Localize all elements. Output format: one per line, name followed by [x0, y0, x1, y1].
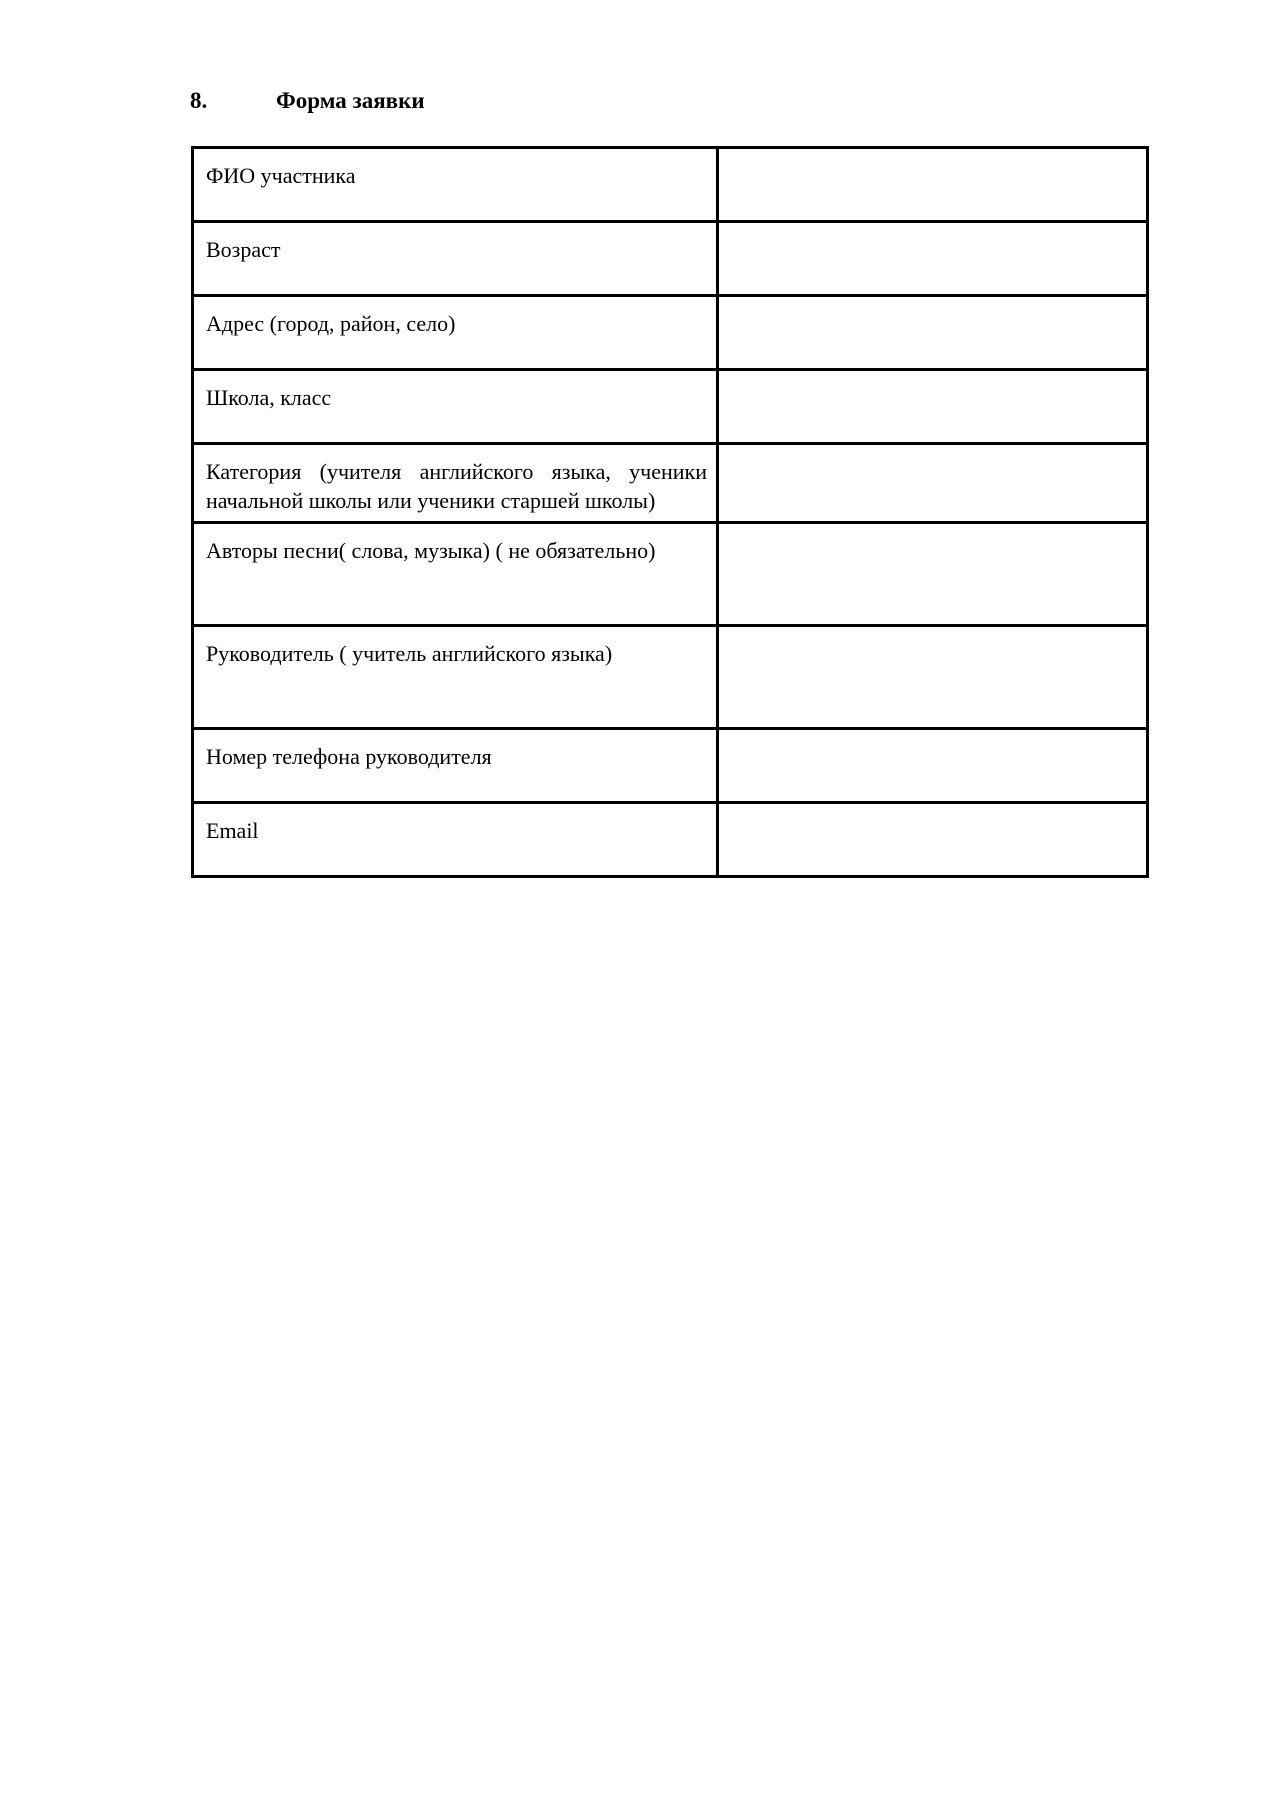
form-row-address	[193, 296, 1148, 370]
field-value[interactable]	[719, 627, 1146, 727]
address-field[interactable]	[718, 296, 1148, 370]
participant-name-field[interactable]	[718, 148, 1148, 222]
field-value[interactable]	[719, 149, 1146, 220]
form-row-participant-name	[193, 148, 1148, 222]
supervisor-field[interactable]	[718, 626, 1148, 729]
field-value[interactable]	[719, 730, 1146, 801]
school-class-field[interactable]	[718, 370, 1148, 444]
section-heading	[190, 88, 425, 114]
field-value[interactable]	[719, 804, 1146, 875]
age-field[interactable]	[718, 222, 1148, 296]
form-row-song-authors	[193, 523, 1148, 626]
form-row-school-class	[193, 370, 1148, 444]
form-label: Номер телефона руководителя	[193, 729, 718, 803]
email-field[interactable]	[718, 803, 1148, 877]
form-label: Возраст	[193, 222, 718, 296]
form-row-age	[193, 222, 1148, 296]
field-value[interactable]	[719, 297, 1146, 368]
field-value[interactable]	[719, 371, 1146, 442]
form-label: Категория (учителя английского языка, ученики начальной школы или ученики старшей школы)	[193, 444, 718, 523]
form-label: ФИО участника	[193, 148, 718, 222]
form-label: Email	[193, 803, 718, 877]
form-row-supervisor-phone	[193, 729, 1148, 803]
category-field[interactable]	[718, 444, 1148, 523]
field-value[interactable]	[719, 223, 1146, 294]
supervisor-phone-field[interactable]	[718, 729, 1148, 803]
form-row-supervisor	[193, 626, 1148, 729]
section-title: Форма заявки	[276, 88, 425, 113]
form-row-email	[193, 803, 1148, 877]
form-label: Адрес (город, район, село)	[193, 296, 718, 370]
form-row-category	[193, 444, 1148, 523]
form-label: Школа, класс	[193, 370, 718, 444]
field-value[interactable]	[719, 445, 1146, 521]
field-value[interactable]	[719, 524, 1146, 624]
song-authors-field[interactable]	[718, 523, 1148, 626]
section-number: 8.	[190, 88, 208, 113]
application-form-table	[191, 146, 1149, 878]
form-label: Руководитель ( учитель английского языка)	[193, 626, 718, 729]
form-label: Авторы песни( слова, музыка) ( не обязательно)	[193, 523, 718, 626]
